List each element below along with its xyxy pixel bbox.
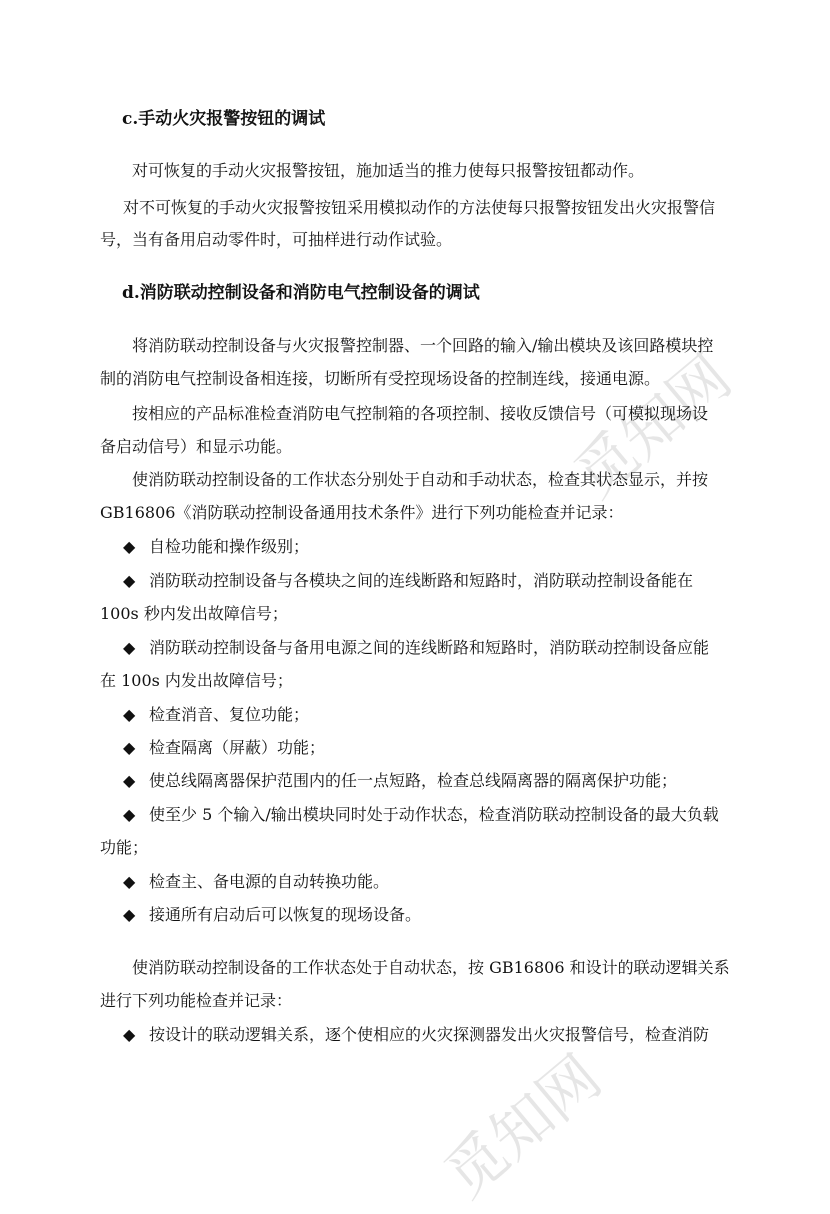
list-item [123, 570, 693, 592]
list-item-continuation: 在 100s 内发出故障信号； [100, 671, 293, 690]
list-item [123, 904, 421, 926]
diamond-bullet-icon: ◆ [123, 638, 136, 657]
diamond-bullet-icon: ◆ [123, 1025, 136, 1044]
paragraph: 对可恢复的手动火灾报警按钮，施加适当的推力使每只报警按钮都动作。 [132, 161, 645, 180]
paragraph: 将消防联动控制设备与火灾报警控制器、一个回路的输入/输出模块及该回路模块控 [132, 336, 714, 355]
diamond-bullet-icon: ◆ [123, 905, 136, 924]
diamond-bullet-icon: ◆ [123, 537, 136, 556]
list-item-text: 使至少 5 个输入/输出模块同时处于动作状态，检查消防联动控制设备的最大负载 [149, 805, 719, 824]
diamond-bullet-icon: ◆ [123, 805, 136, 824]
list-item [123, 536, 309, 558]
list-item-continuation: 100s 秒内发出故障信号； [100, 604, 288, 623]
list-item [123, 637, 709, 659]
list-item [123, 804, 719, 826]
section-heading-c: c.手动火灾报警按钮的调试 [122, 109, 326, 129]
list-item-text: 自检功能和操作级别； [149, 537, 310, 556]
list-item-text: 检查消音、复位功能； [149, 705, 310, 724]
list-item-text: 检查隔离（屏蔽）功能； [149, 738, 326, 757]
list-item [123, 1024, 709, 1046]
list-item-text: 接通所有启动后可以恢复的现场设备。 [149, 905, 422, 924]
section-heading-d: d.消防联动控制设备和消防电气控制设备的调试 [122, 283, 480, 303]
list-item-text: 消防联动控制设备与备用电源之间的连线断路和短路时，消防联动控制设备应能 [149, 638, 710, 657]
list-item-text: 按设计的联动逻辑关系，逐个使相应的火灾探测器发出火灾报警信号，检查消防 [149, 1025, 710, 1044]
paragraph-continuation: 制的消防电气控制设备相连接，切断所有受控现场设备的控制连线，接通电源。 [100, 369, 661, 388]
list-item-continuation: 功能； [100, 838, 149, 857]
list-item [123, 770, 677, 792]
paragraph-continuation: 号，当有备用启动零件时，可抽样进行动作试验。 [100, 230, 453, 249]
watermark: 觅知网 [431, 1042, 615, 1212]
list-item-text: 使总线隔离器保护范围内的任一点短路，检查总线隔离器的隔离保护功能； [149, 771, 678, 790]
paragraph: 按相应的产品标准检查消防电气控制箱的各项控制、接收反馈信号（可模拟现场设 [132, 404, 709, 423]
list-item-text: 消防联动控制设备与各模块之间的连线断路和短路时，消防联动控制设备能在 [149, 571, 694, 590]
diamond-bullet-icon: ◆ [123, 738, 136, 757]
list-item [123, 871, 389, 893]
paragraph: 使消防联动控制设备的工作状态处于自动状态，按 GB16806 和设计的联动逻辑关系 [132, 958, 730, 977]
watermark: 觅知网 [561, 342, 745, 512]
diamond-bullet-icon: ◆ [123, 571, 136, 590]
diamond-bullet-icon: ◆ [123, 872, 136, 891]
paragraph-continuation: 备启动信号）和显示功能。 [100, 437, 293, 456]
list-item [123, 737, 325, 759]
paragraph: 使消防联动控制设备的工作状态分别处于自动和手动状态，检查其状态显示，并按 [132, 470, 709, 489]
diamond-bullet-icon: ◆ [123, 705, 136, 724]
list-item [123, 704, 309, 726]
paragraph: 对不可恢复的手动火灾报警按钮采用模拟动作的方法使每只报警按钮发出火灾报警信 [123, 198, 716, 217]
diamond-bullet-icon: ◆ [123, 771, 136, 790]
list-item-text: 检查主、备电源的自动转换功能。 [149, 872, 390, 891]
paragraph-continuation: 进行下列功能检查并记录： [100, 991, 293, 1010]
paragraph-continuation: GB16806《消防联动控制设备通用技术条件》进行下列功能检查并记录： [100, 503, 624, 522]
